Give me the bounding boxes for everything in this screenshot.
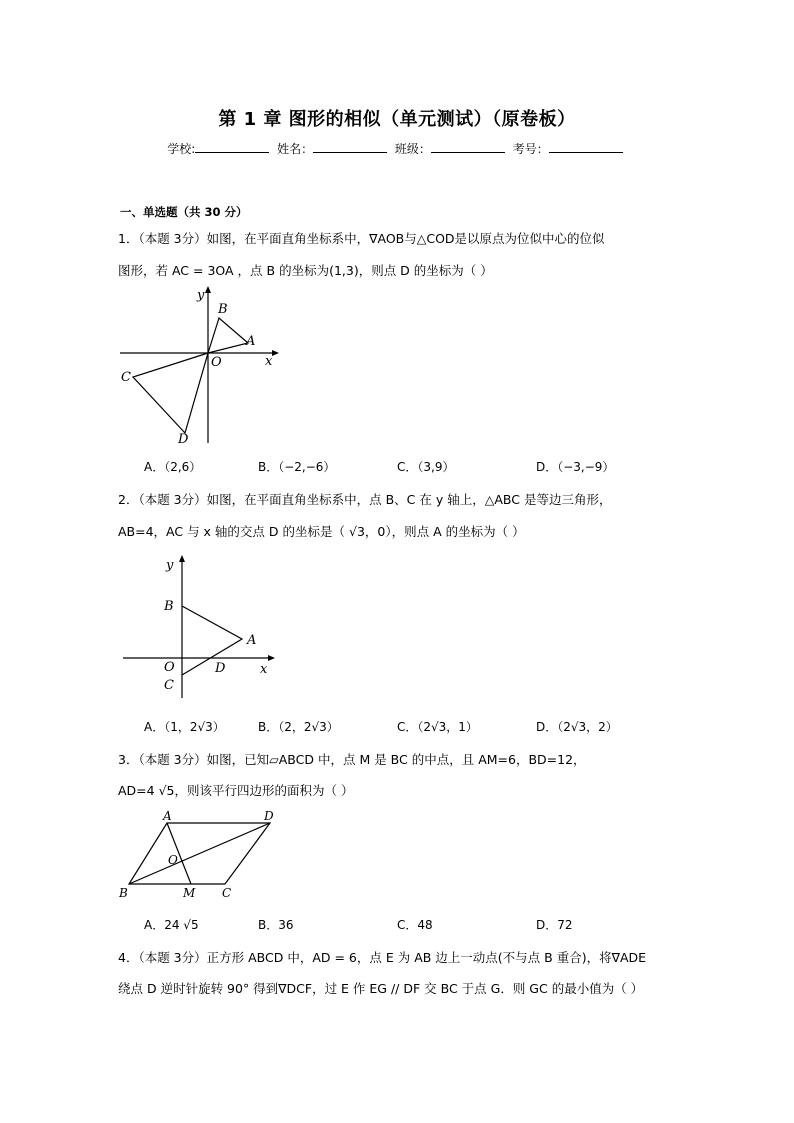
exam-no-label: 考号： — [512, 142, 549, 156]
label-x: x — [265, 354, 273, 369]
diagonal-bd — [129, 823, 270, 884]
label-d: D — [178, 432, 189, 447]
q3-option-d: D．72 — [536, 918, 573, 932]
label-b: B — [218, 302, 228, 317]
question-1-line-1: 1．（本题 3分）如图，在平面直角坐标系中，∇AOB与△COD是以原点为位似中心的位似 — [118, 231, 605, 246]
question-1-figure — [115, 285, 280, 447]
page-title: 第 1 章 图形的相似（单元测试）（原卷板） — [218, 109, 576, 130]
section-heading: 一、单选题（共 30 分） — [120, 205, 248, 219]
label-b: B — [164, 599, 174, 614]
label-o: O — [164, 660, 175, 675]
y-axis-arrow — [205, 286, 211, 293]
question-4-line-1: 4．（本题 3分）正方形 ABCD 中，AD = 6，点 E 为 AB 边上一动点(不与点 B 重合)，将∇ADE — [118, 950, 647, 965]
label-a: A — [163, 809, 172, 823]
label-y: y — [166, 558, 174, 573]
label-o: O — [211, 355, 222, 370]
label-y: y — [197, 288, 205, 303]
exam-no-blank — [549, 141, 623, 153]
q3-option-c: C．48 — [397, 918, 433, 932]
school-label: 学校: — [167, 142, 196, 156]
label-d: D — [264, 809, 274, 823]
label-c: C — [222, 886, 232, 900]
q2-option-c: C．（2√3，1） — [397, 720, 478, 734]
question-2-figure — [118, 553, 278, 703]
q1-option-b: B．（−2,−6） — [258, 460, 336, 474]
label-c: C — [121, 370, 131, 385]
q1-option-a: A．（2,6） — [144, 460, 202, 474]
name-blank — [313, 141, 387, 153]
triangle-abc — [182, 606, 242, 675]
y-axis-arrow — [179, 555, 185, 562]
x-axis-arrow — [272, 350, 279, 356]
question-3-line-1: 3．（本题 3分）如图，已知▱ABCD 中，点 M 是 BC 的中点，且 AM=6，BD=12， — [118, 752, 586, 767]
label-o: O — [168, 853, 178, 867]
label-a: A — [247, 633, 257, 648]
triangle-cod — [133, 353, 208, 433]
label-c: C — [164, 678, 174, 693]
question-3-line-2: AD=4 √5，则该平行四边形的面积为（ ） — [118, 783, 354, 798]
q1-option-d: D．（−3,−9） — [536, 460, 615, 474]
label-x: x — [260, 662, 268, 677]
school-blank — [195, 141, 269, 153]
q3-option-a: A．24 √5 — [144, 918, 199, 932]
question-3-figure — [115, 805, 285, 905]
class-label: 班级： — [394, 142, 431, 156]
q2-option-d: D．（2√3，2） — [536, 720, 618, 734]
question-2-line-2: AB=4，AC 与 x 轴的交点 D 的坐标是（ √3，0），则点 A 的坐标为（ ） — [118, 524, 525, 539]
question-4-line-2: 绕点 D 逆时针旋转 90° 得到∇DCF，过 E 作 EG // DF 交 BC 于点 G．则 GC 的最小值为（ ） — [118, 981, 644, 996]
student-info-line — [0, 140, 794, 157]
question-1-line-2: 图形，若 AC = 3OA ，点 B 的坐标为(1,3)，则点 D 的坐标为（ ） — [118, 263, 493, 278]
triangle-aob — [208, 318, 248, 353]
question-2-line-1: 2．（本题 3分）如图，在平面直角坐标系中，点 B、C 在 y 轴上，△ABC 是等边三角形， — [118, 492, 612, 507]
label-a: A — [246, 334, 256, 349]
label-b: B — [119, 886, 128, 900]
x-axis-arrow — [268, 655, 275, 661]
q3-option-b: B．36 — [258, 918, 294, 932]
label-d: D — [215, 661, 226, 676]
q2-option-a: A．（1，2√3） — [144, 720, 225, 734]
name-label: 姓名： — [277, 142, 314, 156]
q1-option-c: C．（3,9） — [397, 460, 455, 474]
label-m: M — [183, 886, 196, 900]
q2-option-b: B．（2，2√3） — [258, 720, 339, 734]
class-blank — [431, 141, 505, 153]
